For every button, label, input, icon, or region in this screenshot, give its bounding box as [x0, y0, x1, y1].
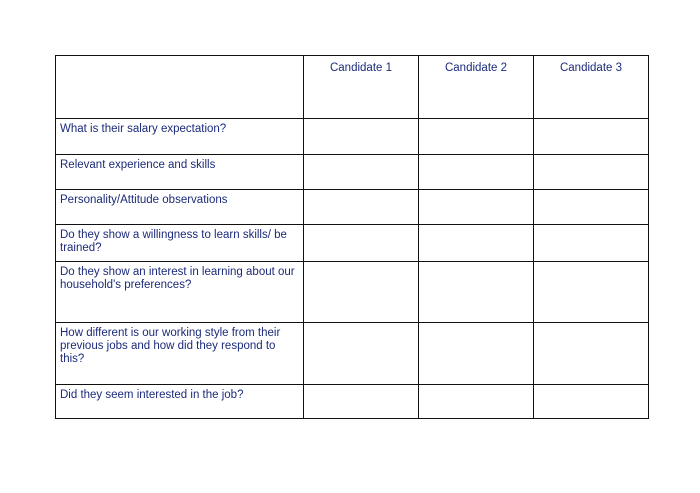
- answer-cell-candidate-1[interactable]: [304, 262, 419, 323]
- answer-cell-candidate-3[interactable]: [534, 225, 649, 262]
- answer-cell-candidate-3[interactable]: [534, 323, 649, 385]
- answer-cell-candidate-2[interactable]: [419, 385, 534, 419]
- question-text: How different is our working style from their previous jobs and how did they respond to this?: [60, 327, 281, 365]
- answer-cell-candidate-3[interactable]: [534, 262, 649, 323]
- question-row: [56, 119, 649, 155]
- answer-cell-candidate-2[interactable]: [419, 119, 534, 155]
- question-row: [56, 262, 649, 323]
- question-row: [56, 190, 649, 225]
- answer-cell-candidate-3[interactable]: [534, 119, 649, 155]
- question-cell: [56, 262, 304, 323]
- answer-cell-candidate-1[interactable]: [304, 385, 419, 419]
- question-row: [56, 323, 649, 385]
- question-cell: [56, 155, 304, 190]
- question-row: [56, 155, 649, 190]
- answer-cell-candidate-1[interactable]: [304, 323, 419, 385]
- question-cell: [56, 119, 304, 155]
- question-text: Do they show an interest in learning about our household's preferences?: [60, 266, 295, 291]
- question-text: Do they show a willingness to learn skills/ be trained?: [60, 229, 287, 254]
- answer-cell-candidate-2[interactable]: [419, 190, 534, 225]
- header-candidate-2: [419, 56, 534, 119]
- header-corner-cell: [56, 56, 304, 119]
- question-cell: [56, 323, 304, 385]
- question-cell: [56, 190, 304, 225]
- header-row: [56, 56, 649, 119]
- candidate-3-label: Candidate 3: [559, 62, 623, 74]
- candidate-1-label: Candidate 1: [329, 62, 393, 74]
- candidate-comparison-table: [55, 55, 649, 419]
- question-row: [56, 385, 649, 419]
- answer-cell-candidate-1[interactable]: [304, 190, 419, 225]
- header-candidate-1: [304, 56, 419, 119]
- answer-cell-candidate-1[interactable]: [304, 119, 419, 155]
- answer-cell-candidate-2[interactable]: [419, 225, 534, 262]
- question-text: Personality/Attitude observations: [60, 194, 228, 206]
- candidate-comparison-sheet: [55, 55, 649, 419]
- question-cell: [56, 385, 304, 419]
- answer-cell-candidate-3[interactable]: [534, 385, 649, 419]
- answer-cell-candidate-1[interactable]: [304, 155, 419, 190]
- question-row: [56, 225, 649, 262]
- question-text: What is their salary expectation?: [60, 123, 227, 135]
- answer-cell-candidate-1[interactable]: [304, 225, 419, 262]
- answer-cell-candidate-3[interactable]: [534, 155, 649, 190]
- answer-cell-candidate-2[interactable]: [419, 262, 534, 323]
- question-text: Relevant experience and skills: [60, 159, 216, 171]
- answer-cell-candidate-2[interactable]: [419, 323, 534, 385]
- answer-cell-candidate-2[interactable]: [419, 155, 534, 190]
- answer-cell-candidate-3[interactable]: [534, 190, 649, 225]
- question-cell: [56, 225, 304, 262]
- candidate-2-label: Candidate 2: [444, 62, 508, 74]
- question-text: Did they seem interested in the job?: [60, 389, 244, 401]
- header-candidate-3: [534, 56, 649, 119]
